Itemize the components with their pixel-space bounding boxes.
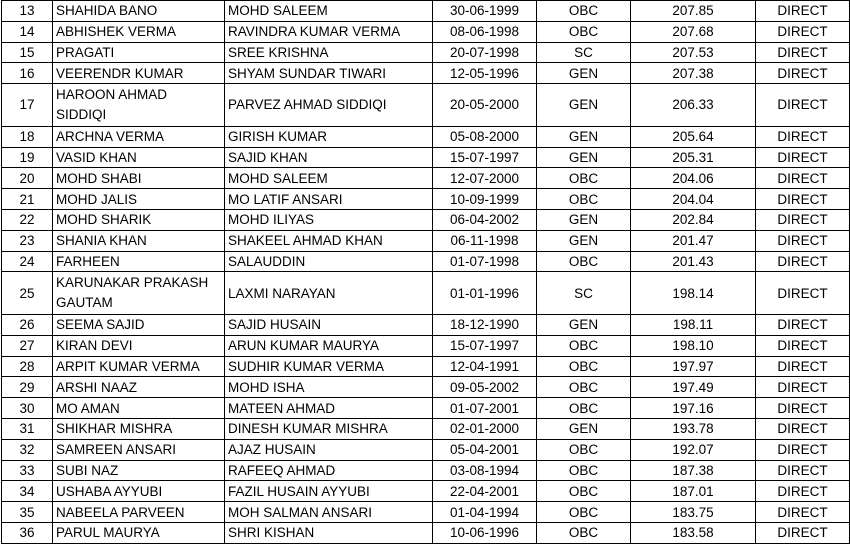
selection-mode-cell: DIRECT [756, 460, 850, 481]
selection-mode-cell: DIRECT [756, 168, 850, 189]
category-cell: OBC [537, 460, 631, 481]
date-of-birth-cell: 01-01-1996 [433, 272, 537, 315]
serial-number-cell: 18 [2, 126, 53, 147]
marks-cell: 197.49 [631, 377, 756, 398]
category-cell: OBC [537, 439, 631, 460]
candidate-name-cell: ARSHI NAAZ [53, 377, 225, 398]
serial-number-cell: 27 [2, 335, 53, 356]
date-of-birth-cell: 06-11-1998 [433, 230, 537, 251]
candidate-name-cell: ARPIT KUMAR VERMA [53, 356, 225, 377]
table-row [2, 230, 850, 251]
marks-cell: 204.04 [631, 189, 756, 210]
marks-cell: 201.47 [631, 230, 756, 251]
marks-cell: 202.84 [631, 209, 756, 230]
candidate-name-cell: VEERENDR KUMAR [53, 63, 225, 84]
candidate-name-cell: MO AMAN [53, 398, 225, 419]
category-cell: GEN [537, 314, 631, 335]
table-row [2, 481, 850, 502]
selection-mode-cell: DIRECT [756, 147, 850, 168]
father-name-cell: ARUN KUMAR MAURYA [225, 335, 433, 356]
serial-number-cell: 31 [2, 418, 53, 439]
candidate-name-cell: KIRAN DEVI [53, 335, 225, 356]
selection-mode-cell: DIRECT [756, 21, 850, 42]
category-cell: OBC [537, 1, 631, 22]
serial-number-cell: 34 [2, 481, 53, 502]
serial-number-cell: 29 [2, 377, 53, 398]
selection-mode-cell: DIRECT [756, 126, 850, 147]
selection-mode-cell: DIRECT [756, 356, 850, 377]
candidate-name-cell: MOHD JALIS [53, 189, 225, 210]
serial-number-cell: 22 [2, 209, 53, 230]
category-cell: GEN [537, 126, 631, 147]
table-row [2, 63, 850, 84]
category-cell: OBC [537, 356, 631, 377]
candidate-name-cell: ABHISHEK VERMA [53, 21, 225, 42]
date-of-birth-cell: 06-04-2002 [433, 209, 537, 230]
merit-list-table [1, 0, 850, 544]
father-name-cell: FAZIL HUSAIN AYYUBI [225, 481, 433, 502]
marks-cell: 207.68 [631, 21, 756, 42]
date-of-birth-cell: 01-04-1994 [433, 502, 537, 523]
candidate-name-cell: PRAGATI [53, 42, 225, 63]
marks-cell: 193.78 [631, 418, 756, 439]
father-name-cell: MOHD ISHA [225, 377, 433, 398]
merit-list-body [2, 1, 850, 544]
table-row [2, 398, 850, 419]
category-cell: SC [537, 272, 631, 315]
serial-number-cell: 23 [2, 230, 53, 251]
category-cell: GEN [537, 84, 631, 127]
date-of-birth-cell: 08-06-1998 [433, 21, 537, 42]
marks-cell: 187.38 [631, 460, 756, 481]
marks-cell: 206.33 [631, 84, 756, 127]
father-name-cell: DINESH KUMAR MISHRA [225, 418, 433, 439]
candidate-name-cell: VASID KHAN [53, 147, 225, 168]
table-row [2, 502, 850, 523]
table-row [2, 377, 850, 398]
selection-mode-cell: DIRECT [756, 272, 850, 315]
date-of-birth-cell: 09-05-2002 [433, 377, 537, 398]
candidate-name-cell: SHANIA KHAN [53, 230, 225, 251]
table-row [2, 209, 850, 230]
selection-mode-cell: DIRECT [756, 209, 850, 230]
father-name-cell: MOHD SALEEM [225, 168, 433, 189]
table-row [2, 460, 850, 481]
marks-cell: 198.10 [631, 335, 756, 356]
candidate-name-cell: KARUNAKAR PRAKASH GAUTAM [53, 272, 225, 315]
candidate-name-cell: FARHEEN [53, 251, 225, 272]
marks-cell: 192.07 [631, 439, 756, 460]
candidate-name-cell: NABEELA PARVEEN [53, 502, 225, 523]
selection-mode-cell: DIRECT [756, 230, 850, 251]
table-row [2, 84, 850, 127]
table-row [2, 418, 850, 439]
date-of-birth-cell: 05-04-2001 [433, 439, 537, 460]
category-cell: OBC [537, 168, 631, 189]
category-cell: OBC [537, 189, 631, 210]
serial-number-cell: 20 [2, 168, 53, 189]
father-name-cell: RAVINDRA KUMAR VERMA [225, 21, 433, 42]
date-of-birth-cell: 12-04-1991 [433, 356, 537, 377]
serial-number-cell: 35 [2, 502, 53, 523]
date-of-birth-cell: 12-07-2000 [433, 168, 537, 189]
date-of-birth-cell: 20-07-1998 [433, 42, 537, 63]
selection-mode-cell: DIRECT [756, 335, 850, 356]
category-cell: OBC [537, 398, 631, 419]
selection-mode-cell: DIRECT [756, 481, 850, 502]
serial-number-cell: 36 [2, 522, 53, 543]
candidate-name-cell: MOHD SHABI [53, 168, 225, 189]
date-of-birth-cell: 10-06-1996 [433, 522, 537, 543]
date-of-birth-cell: 20-05-2000 [433, 84, 537, 127]
table-row [2, 21, 850, 42]
marks-cell: 197.97 [631, 356, 756, 377]
selection-mode-cell: DIRECT [756, 251, 850, 272]
category-cell: GEN [537, 147, 631, 168]
father-name-cell: SHYAM SUNDAR TIWARI [225, 63, 433, 84]
selection-mode-cell: DIRECT [756, 84, 850, 127]
date-of-birth-cell: 10-09-1999 [433, 189, 537, 210]
date-of-birth-cell: 01-07-1998 [433, 251, 537, 272]
table-row [2, 356, 850, 377]
selection-mode-cell: DIRECT [756, 522, 850, 543]
marks-cell: 183.75 [631, 502, 756, 523]
table-row [2, 439, 850, 460]
marks-cell: 198.11 [631, 314, 756, 335]
father-name-cell: AJAZ HUSAIN [225, 439, 433, 460]
candidate-name-cell: SHAHIDA BANO [53, 1, 225, 22]
table-row [2, 1, 850, 22]
father-name-cell: SAJID HUSAIN [225, 314, 433, 335]
date-of-birth-cell: 15-07-1997 [433, 147, 537, 168]
serial-number-cell: 15 [2, 42, 53, 63]
serial-number-cell: 24 [2, 251, 53, 272]
category-cell: GEN [537, 63, 631, 84]
father-name-cell: SAJID KHAN [225, 147, 433, 168]
date-of-birth-cell: 01-07-2001 [433, 398, 537, 419]
date-of-birth-cell: 30-06-1999 [433, 1, 537, 22]
table-row [2, 42, 850, 63]
serial-number-cell: 14 [2, 21, 53, 42]
category-cell: OBC [537, 481, 631, 502]
father-name-cell: SREE KRISHNA [225, 42, 433, 63]
candidate-name-cell: MOHD SHARIK [53, 209, 225, 230]
father-name-cell: GIRISH KUMAR [225, 126, 433, 147]
candidate-name-cell: USHABA AYYUBI [53, 481, 225, 502]
selection-mode-cell: DIRECT [756, 439, 850, 460]
marks-cell: 187.01 [631, 481, 756, 502]
serial-number-cell: 21 [2, 189, 53, 210]
candidate-name-cell: SAMREEN ANSARI [53, 439, 225, 460]
father-name-cell: PARVEZ AHMAD SIDDIQI [225, 84, 433, 127]
category-cell: OBC [537, 522, 631, 543]
selection-mode-cell: DIRECT [756, 377, 850, 398]
category-cell: GEN [537, 418, 631, 439]
serial-number-cell: 13 [2, 1, 53, 22]
marks-cell: 198.14 [631, 272, 756, 315]
table-row [2, 147, 850, 168]
father-name-cell: MATEEN AHMAD [225, 398, 433, 419]
table-row [2, 168, 850, 189]
serial-number-cell: 33 [2, 460, 53, 481]
selection-mode-cell: DIRECT [756, 63, 850, 84]
selection-mode-cell: DIRECT [756, 502, 850, 523]
serial-number-cell: 19 [2, 147, 53, 168]
father-name-cell: MOHD ILIYAS [225, 209, 433, 230]
date-of-birth-cell: 03-08-1994 [433, 460, 537, 481]
selection-mode-cell: DIRECT [756, 42, 850, 63]
father-name-cell: SUDHIR KUMAR VERMA [225, 356, 433, 377]
category-cell: OBC [537, 251, 631, 272]
table-row [2, 189, 850, 210]
date-of-birth-cell: 12-05-1996 [433, 63, 537, 84]
date-of-birth-cell: 22-04-2001 [433, 481, 537, 502]
marks-cell: 205.31 [631, 147, 756, 168]
category-cell: GEN [537, 230, 631, 251]
marks-cell: 201.43 [631, 251, 756, 272]
selection-mode-cell: DIRECT [756, 314, 850, 335]
father-name-cell: LAXMI NARAYAN [225, 272, 433, 315]
serial-number-cell: 32 [2, 439, 53, 460]
category-cell: OBC [537, 335, 631, 356]
category-cell: SC [537, 42, 631, 63]
father-name-cell: SHAKEEL AHMAD KHAN [225, 230, 433, 251]
candidate-name-cell: HAROON AHMAD SIDDIQI [53, 84, 225, 127]
serial-number-cell: 17 [2, 84, 53, 127]
category-cell: OBC [537, 502, 631, 523]
marks-cell: 207.38 [631, 63, 756, 84]
table-row [2, 251, 850, 272]
father-name-cell: RAFEEQ AHMAD [225, 460, 433, 481]
marks-cell: 204.06 [631, 168, 756, 189]
selection-mode-cell: DIRECT [756, 189, 850, 210]
candidate-name-cell: ARCHNA VERMA [53, 126, 225, 147]
table-row [2, 522, 850, 543]
table-row [2, 126, 850, 147]
selection-mode-cell: DIRECT [756, 398, 850, 419]
father-name-cell: MOH SALMAN ANSARI [225, 502, 433, 523]
serial-number-cell: 16 [2, 63, 53, 84]
serial-number-cell: 30 [2, 398, 53, 419]
marks-cell: 207.53 [631, 42, 756, 63]
candidate-name-cell: SHIKHAR MISHRA [53, 418, 225, 439]
marks-cell: 197.16 [631, 398, 756, 419]
father-name-cell: SALAUDDIN [225, 251, 433, 272]
category-cell: OBC [537, 21, 631, 42]
marks-cell: 205.64 [631, 126, 756, 147]
father-name-cell: MO LATIF ANSARI [225, 189, 433, 210]
serial-number-cell: 26 [2, 314, 53, 335]
category-cell: GEN [537, 209, 631, 230]
candidate-name-cell: PARUL MAURYA [53, 522, 225, 543]
marks-cell: 207.85 [631, 1, 756, 22]
marks-cell: 183.58 [631, 522, 756, 543]
serial-number-cell: 25 [2, 272, 53, 315]
selection-mode-cell: DIRECT [756, 1, 850, 22]
table-row [2, 272, 850, 315]
selection-mode-cell: DIRECT [756, 418, 850, 439]
category-cell: OBC [537, 377, 631, 398]
serial-number-cell: 28 [2, 356, 53, 377]
candidate-name-cell: SUBI NAZ [53, 460, 225, 481]
father-name-cell: SHRI KISHAN [225, 522, 433, 543]
table-row [2, 335, 850, 356]
date-of-birth-cell: 02-01-2000 [433, 418, 537, 439]
date-of-birth-cell: 15-07-1997 [433, 335, 537, 356]
date-of-birth-cell: 05-08-2000 [433, 126, 537, 147]
father-name-cell: MOHD SALEEM [225, 1, 433, 22]
date-of-birth-cell: 18-12-1990 [433, 314, 537, 335]
candidate-name-cell: SEEMA SAJID [53, 314, 225, 335]
table-row [2, 314, 850, 335]
